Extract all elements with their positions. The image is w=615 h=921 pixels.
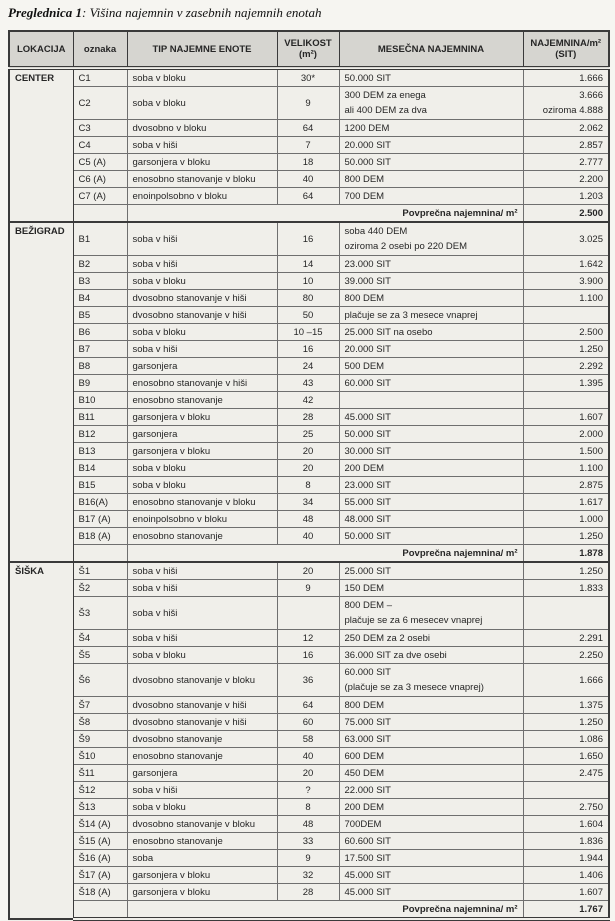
table-row: [9, 171, 609, 188]
oznaka-cell: B18 (A): [73, 528, 127, 545]
najemnina-cell: 1.833: [523, 580, 609, 597]
velikost-cell: ?: [277, 782, 339, 799]
tip-cell: dvosobno stanovanje v hiši: [127, 697, 277, 714]
tip-cell: soba v bloku: [127, 324, 277, 341]
tip-cell: soba: [127, 850, 277, 867]
oznaka-cell: B16(A): [73, 494, 127, 511]
mesecna-cell: [339, 87, 523, 120]
table-row: [9, 443, 609, 460]
oznaka-cell: Š17 (A): [73, 867, 127, 884]
velikost-cell: 50: [277, 307, 339, 324]
mesecna-cell: 55.000 SIT: [339, 494, 523, 511]
tip-cell: garsonjera: [127, 426, 277, 443]
mesecna-cell: 25.000 SIT: [339, 562, 523, 580]
tip-cell: dvosobno stanovanje v hiši: [127, 290, 277, 307]
mesecna-cell: 30.000 SIT: [339, 443, 523, 460]
tip-cell: soba v bloku: [127, 68, 277, 87]
najemnina-cell: 2.250: [523, 647, 609, 664]
mesecna-cell: 20.000 SIT: [339, 137, 523, 154]
tip-cell: enoinpolsobno v bloku: [127, 188, 277, 205]
najemnina-cell: [523, 392, 609, 409]
oznaka-cell: B4: [73, 290, 127, 307]
najemnina-cell: 2.750: [523, 799, 609, 816]
velikost-cell: 16: [277, 341, 339, 358]
mesecna-cell: 63.000 SIT: [339, 731, 523, 748]
mesecna-cell: 200 DEM: [339, 460, 523, 477]
table-row: [9, 290, 609, 307]
velikost-cell: 43: [277, 375, 339, 392]
tip-cell: garsonjera v bloku: [127, 443, 277, 460]
najemnina-cell: 3.025: [523, 222, 609, 256]
oznaka-cell: B15: [73, 477, 127, 494]
tip-cell: garsonjera: [127, 358, 277, 375]
table-row: [9, 120, 609, 137]
oznaka-cell: C2: [73, 87, 127, 120]
summary-value: 1.878: [523, 545, 609, 563]
velikost-cell: 58: [277, 731, 339, 748]
oznaka-cell: B6: [73, 324, 127, 341]
najemnina-cell: 1.944: [523, 850, 609, 867]
oznaka-cell: B17 (A): [73, 511, 127, 528]
velikost-cell: [277, 597, 339, 630]
table-row: [9, 460, 609, 477]
najemnina-cell: [523, 782, 609, 799]
table-row: [9, 188, 609, 205]
header-oznaka: oznaka: [73, 31, 127, 68]
mesecna-cell: 800 DEM: [339, 290, 523, 307]
velikost-cell: 16: [277, 647, 339, 664]
najemnina-cell: 1.617: [523, 494, 609, 511]
velikost-cell: 24: [277, 358, 339, 375]
najemnina-cell: 2.777: [523, 154, 609, 171]
tip-cell: soba v bloku: [127, 87, 277, 120]
najemnina-cell: 3.900: [523, 273, 609, 290]
tip-cell: soba v bloku: [127, 647, 277, 664]
velikost-cell: 10: [277, 273, 339, 290]
mesecna-cell: 22.000 SIT: [339, 782, 523, 799]
mesecna-cell-line: 800 DEM –: [344, 600, 393, 611]
mesecna-cell: 17.500 SIT: [339, 850, 523, 867]
mesecna-cell-line: soba 440 DEM: [344, 226, 408, 237]
velikost-cell: 80: [277, 290, 339, 307]
table-row: [9, 867, 609, 884]
oznaka-cell: B1: [73, 222, 127, 256]
mesecna-cell: 150 DEM: [339, 580, 523, 597]
mesecna-cell: 600 DEM: [339, 748, 523, 765]
mesecna-cell: [339, 597, 523, 630]
oznaka-cell: B13: [73, 443, 127, 460]
oznaka-cell: B3: [73, 273, 127, 290]
tip-cell: soba v hiši: [127, 580, 277, 597]
oznaka-cell: Š12: [73, 782, 127, 799]
table-row: [9, 580, 609, 597]
velikost-cell: 20: [277, 460, 339, 477]
velikost-cell: 48: [277, 511, 339, 528]
table-row: [9, 816, 609, 833]
table-row: [9, 765, 609, 782]
tip-cell: enosobno stanovanje v bloku: [127, 494, 277, 511]
table-header: [9, 31, 609, 68]
najemnina-cell: 2.292: [523, 358, 609, 375]
header-najemnina: NAJEMNINA/m² (SIT): [523, 31, 609, 68]
najemnina-cell: 1.607: [523, 409, 609, 426]
oznaka-cell: B10: [73, 392, 127, 409]
velikost-cell: 36: [277, 664, 339, 697]
velikost-cell: 30*: [277, 68, 339, 87]
oznaka-cell: Š8: [73, 714, 127, 731]
summary-row: [9, 205, 609, 223]
table-row: [9, 68, 609, 87]
table-row: [9, 256, 609, 273]
summary-empty-cell: [73, 205, 127, 223]
velikost-cell: 8: [277, 799, 339, 816]
oznaka-cell: Š10: [73, 748, 127, 765]
najemnina-cell: 2.200: [523, 171, 609, 188]
tip-cell: enosobno stanovanje: [127, 528, 277, 545]
oznaka-cell: Š5: [73, 647, 127, 664]
table-row: [9, 630, 609, 647]
tip-cell: soba v bloku: [127, 799, 277, 816]
velikost-cell: 9: [277, 87, 339, 120]
oznaka-cell: Š4: [73, 630, 127, 647]
velikost-cell: 34: [277, 494, 339, 511]
velikost-cell: 10 –15: [277, 324, 339, 341]
tip-cell: garsonjera v bloku: [127, 154, 277, 171]
table-body: [9, 68, 609, 919]
tip-cell: soba v hiši: [127, 562, 277, 580]
mesecna-cell: 1200 DEM: [339, 120, 523, 137]
table-row: [9, 494, 609, 511]
velikost-cell: 48: [277, 816, 339, 833]
mesecna-cell: 60.000 SIT: [339, 375, 523, 392]
oznaka-cell: Š18 (A): [73, 884, 127, 901]
mesecna-cell: 50.000 SIT: [339, 426, 523, 443]
velikost-cell: 9: [277, 850, 339, 867]
table-caption-text: Višina najemnin v zasebnih najemnih enotah: [89, 5, 322, 20]
mesecna-cell: 250 DEM za 2 osebi: [339, 630, 523, 647]
tip-cell: soba v hiši: [127, 341, 277, 358]
summary-value: 2.500: [523, 205, 609, 223]
mesecna-cell: [339, 392, 523, 409]
najemnina-cell: 1.604: [523, 816, 609, 833]
table-row: [9, 562, 609, 580]
table-row: [9, 477, 609, 494]
location-cell: CENTER: [9, 68, 73, 222]
najemnina-cell: 1.406: [523, 867, 609, 884]
tip-cell: soba v hiši: [127, 630, 277, 647]
tip-cell: enosobno stanovanje: [127, 748, 277, 765]
velikost-cell: 64: [277, 697, 339, 714]
tip-cell: dvosobno stanovanje: [127, 731, 277, 748]
oznaka-cell: C7 (A): [73, 188, 127, 205]
najemnina-cell: 1.250: [523, 528, 609, 545]
mesecna-cell: 45.000 SIT: [339, 884, 523, 901]
oznaka-cell: B12: [73, 426, 127, 443]
velikost-cell: 28: [277, 884, 339, 901]
mesecna-cell: 700 DEM: [339, 188, 523, 205]
najemnina-cell: [523, 87, 609, 120]
oznaka-cell: B14: [73, 460, 127, 477]
velikost-cell: 42: [277, 392, 339, 409]
table-row: [9, 307, 609, 324]
table-row: [9, 273, 609, 290]
mesecna-cell: [339, 222, 523, 256]
table-row: [9, 697, 609, 714]
mesecna-cell: 800 DEM: [339, 697, 523, 714]
mesecna-cell: 23.000 SIT: [339, 477, 523, 494]
tip-cell: garsonjera: [127, 765, 277, 782]
mesecna-cell: 25.000 SIT na osebo: [339, 324, 523, 341]
velikost-cell: 33: [277, 833, 339, 850]
summary-empty-cell: [73, 901, 127, 920]
tip-cell: soba v hiši: [127, 782, 277, 799]
location-cell: BEŽIGRAD: [9, 222, 73, 562]
tip-cell: garsonjera v bloku: [127, 884, 277, 901]
table-row: [9, 222, 609, 256]
oznaka-cell: B2: [73, 256, 127, 273]
mesecna-cell: 450 DEM: [339, 765, 523, 782]
oznaka-cell: B11: [73, 409, 127, 426]
najemnina-cell: 1.650: [523, 748, 609, 765]
table-row: [9, 528, 609, 545]
najemnina-cell: 2.875: [523, 477, 609, 494]
table-row: [9, 154, 609, 171]
velikost-cell: 18: [277, 154, 339, 171]
najemnina-cell: 1.250: [523, 341, 609, 358]
oznaka-cell: C1: [73, 68, 127, 87]
oznaka-cell: B5: [73, 307, 127, 324]
najemnina-cell: 1.395: [523, 375, 609, 392]
summary-value: 1.767: [523, 901, 609, 920]
velikost-cell: 8: [277, 477, 339, 494]
oznaka-cell: C3: [73, 120, 127, 137]
najemnina-cell: 1.642: [523, 256, 609, 273]
header-tip: TIP NAJEMNE ENOTE: [127, 31, 277, 68]
velikost-cell: 9: [277, 580, 339, 597]
najemnina-cell: [523, 307, 609, 324]
najemnina-cell: 1.086: [523, 731, 609, 748]
mesecna-cell-line: oziroma 2 osebi po 220 DEM: [344, 241, 468, 252]
velikost-cell: 32: [277, 867, 339, 884]
tip-cell: soba v hiši: [127, 222, 277, 256]
tip-cell: enosobno stanovanje v hiši: [127, 375, 277, 392]
velikost-cell: 20: [277, 562, 339, 580]
tip-cell: soba v hiši: [127, 137, 277, 154]
oznaka-cell: Š1: [73, 562, 127, 580]
oznaka-cell: Š9: [73, 731, 127, 748]
table-row: [9, 799, 609, 816]
table-row: [9, 884, 609, 901]
mesecna-cell: 60.600 SIT: [339, 833, 523, 850]
mesecna-cell: 50.000 SIT: [339, 68, 523, 87]
mesecna-cell: 500 DEM: [339, 358, 523, 375]
oznaka-cell: Š15 (A): [73, 833, 127, 850]
table-row: [9, 375, 609, 392]
najemnina-cell: 2.291: [523, 630, 609, 647]
najemnina-cell: [523, 597, 609, 630]
mesecna-cell: 45.000 SIT: [339, 409, 523, 426]
najemnina-cell: 1.250: [523, 714, 609, 731]
mesecna-cell: 20.000 SIT: [339, 341, 523, 358]
oznaka-cell: B8: [73, 358, 127, 375]
tip-cell: garsonjera v bloku: [127, 409, 277, 426]
velikost-cell: 40: [277, 171, 339, 188]
velikost-cell: 16: [277, 222, 339, 256]
velikost-cell: 40: [277, 748, 339, 765]
header-lokacija: LOKACIJA: [9, 31, 73, 68]
mesecna-cell: 800 DEM: [339, 171, 523, 188]
mesecna-cell: 50.000 SIT: [339, 528, 523, 545]
mesecna-cell: [339, 664, 523, 697]
tip-cell: soba v hiši: [127, 256, 277, 273]
najemnina-cell: 1.666: [523, 68, 609, 87]
tip-cell: dvosobno stanovanje v hiši: [127, 307, 277, 324]
najemnina-cell: 2.000: [523, 426, 609, 443]
table-row: [9, 87, 609, 120]
mesecna-cell: 45.000 SIT: [339, 867, 523, 884]
tip-cell: dvosobno v bloku: [127, 120, 277, 137]
najemnina-cell: 1.836: [523, 833, 609, 850]
tip-cell: dvosobno stanovanje v bloku: [127, 664, 277, 697]
mesecna-cell-line: 300 DEM za enega: [344, 90, 426, 101]
header-velikost: VELIKOST (m²): [277, 31, 339, 68]
table-row: [9, 782, 609, 799]
velikost-cell: 12: [277, 630, 339, 647]
najemnina-cell-line: oziroma 4.888: [542, 105, 603, 116]
tip-cell: dvosobno stanovanje v hiši: [127, 714, 277, 731]
oznaka-cell: B9: [73, 375, 127, 392]
najemnina-cell: 1.500: [523, 443, 609, 460]
tip-cell: soba v bloku: [127, 460, 277, 477]
summary-row: [9, 545, 609, 563]
mesecna-cell: 39.000 SIT: [339, 273, 523, 290]
mesecna-cell-line: plačuje se za 6 mesecev vnaprej: [344, 615, 483, 626]
location-cell: ŠIŠKA: [9, 562, 73, 919]
mesecna-cell: 75.000 SIT: [339, 714, 523, 731]
summary-label: Povprečna najemnina/ m²: [127, 901, 523, 920]
tip-cell: enosobno stanovanje v bloku: [127, 171, 277, 188]
table-row: [9, 850, 609, 867]
oznaka-cell: Š7: [73, 697, 127, 714]
najemnina-cell: 2.475: [523, 765, 609, 782]
oznaka-cell: B7: [73, 341, 127, 358]
najemnina-cell: 2.500: [523, 324, 609, 341]
table-row: [9, 714, 609, 731]
table-row: [9, 833, 609, 850]
tip-cell: soba v hiši: [127, 597, 277, 630]
oznaka-cell: C5 (A): [73, 154, 127, 171]
oznaka-cell: Š13: [73, 799, 127, 816]
oznaka-cell: Š6: [73, 664, 127, 697]
table-row: [9, 731, 609, 748]
tip-cell: enoinpolsobno v bloku: [127, 511, 277, 528]
table-row: [9, 511, 609, 528]
najemnina-cell-line: 3.666: [579, 90, 603, 101]
najemnina-cell: 1.375: [523, 697, 609, 714]
oznaka-cell: Š2: [73, 580, 127, 597]
najemnina-cell: 2.857: [523, 137, 609, 154]
mesecna-cell: 23.000 SIT: [339, 256, 523, 273]
table-row: [9, 392, 609, 409]
velikost-cell: 14: [277, 256, 339, 273]
mesecna-cell: 200 DEM: [339, 799, 523, 816]
table-row: [9, 324, 609, 341]
summary-label: Povprečna najemnina/ m²: [127, 205, 523, 223]
oznaka-cell: C6 (A): [73, 171, 127, 188]
table-caption-label: Preglednica 1: [8, 5, 83, 20]
mesecna-cell: plačuje se za 3 mesece vnaprej: [339, 307, 523, 324]
najemnina-cell: 1.203: [523, 188, 609, 205]
oznaka-cell: Š11: [73, 765, 127, 782]
table-row: [9, 341, 609, 358]
summary-row: [9, 901, 609, 920]
tip-cell: soba v bloku: [127, 477, 277, 494]
velikost-cell: 20: [277, 765, 339, 782]
mesecna-cell-line: 60.000 SIT: [344, 667, 391, 678]
summary-empty-cell: [73, 545, 127, 563]
page-title: [0, 0, 615, 21]
table-row: [9, 647, 609, 664]
mesecna-cell: 50.000 SIT: [339, 154, 523, 171]
table-row: [9, 597, 609, 630]
najemnina-cell: 1.607: [523, 884, 609, 901]
header-mesecna: MESEČNA NAJEMNINA: [339, 31, 523, 68]
summary-label: Povprečna najemnina/ m²: [127, 545, 523, 563]
velikost-cell: 64: [277, 120, 339, 137]
najemnina-cell: 1.100: [523, 290, 609, 307]
mesecna-cell: 48.000 SIT: [339, 511, 523, 528]
tip-cell: enosobno stanovanje: [127, 833, 277, 850]
oznaka-cell: Š3: [73, 597, 127, 630]
table-row: [9, 409, 609, 426]
tip-cell: enosobno stanovanje: [127, 392, 277, 409]
table-row: [9, 358, 609, 375]
table-row: [9, 137, 609, 154]
najemnina-cell: 1.000: [523, 511, 609, 528]
header-row: [9, 31, 609, 68]
velikost-cell: 7: [277, 137, 339, 154]
velikost-cell: 25: [277, 426, 339, 443]
mesecna-cell-line: (plačuje se za 3 mesece vnaprej): [344, 682, 484, 693]
velikost-cell: 40: [277, 528, 339, 545]
velikost-cell: 20: [277, 443, 339, 460]
najemnina-cell: 1.250: [523, 562, 609, 580]
oznaka-cell: Š16 (A): [73, 850, 127, 867]
tip-cell: soba v bloku: [127, 273, 277, 290]
rent-table: [8, 30, 610, 921]
table-row: [9, 426, 609, 443]
mesecna-cell-line: ali 400 DEM za dva: [344, 105, 427, 116]
velikost-cell: 64: [277, 188, 339, 205]
velikost-cell: 60: [277, 714, 339, 731]
mesecna-cell: 36.000 SIT za dve osebi: [339, 647, 523, 664]
oznaka-cell: C4: [73, 137, 127, 154]
tip-cell: dvosobno stanovanje v bloku: [127, 816, 277, 833]
caption-separator: :: [82, 5, 90, 20]
najemnina-cell: 1.666: [523, 664, 609, 697]
table-row: [9, 748, 609, 765]
najemnina-cell: 1.100: [523, 460, 609, 477]
najemnina-cell: 2.062: [523, 120, 609, 137]
velikost-cell: 28: [277, 409, 339, 426]
table-row: [9, 664, 609, 697]
tip-cell: garsonjera v bloku: [127, 867, 277, 884]
mesecna-cell: 700DEM: [339, 816, 523, 833]
oznaka-cell: Š14 (A): [73, 816, 127, 833]
